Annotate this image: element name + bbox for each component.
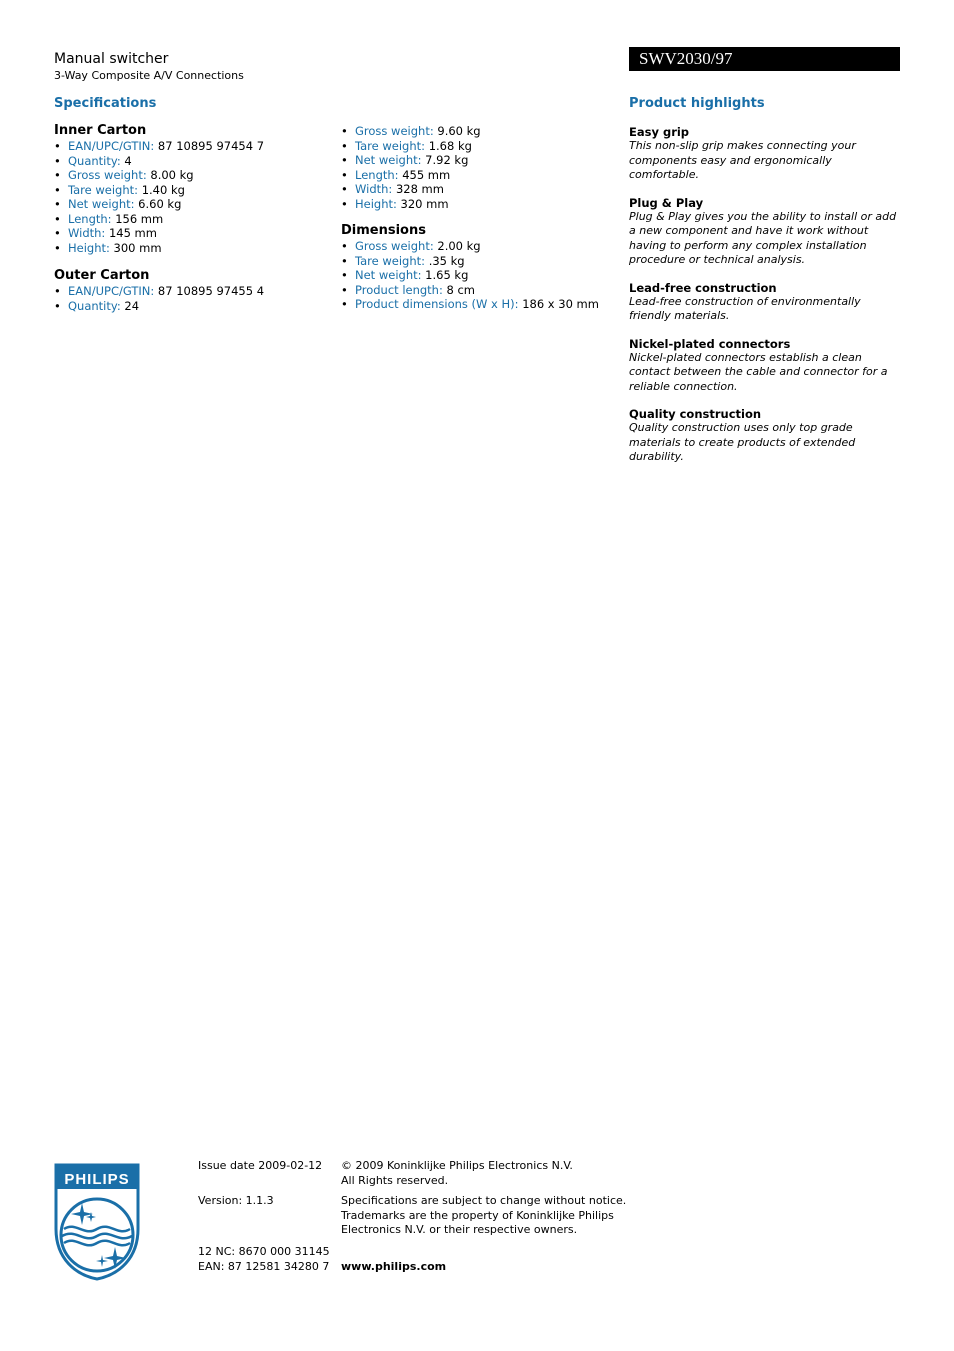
product-name: Manual switcher — [54, 51, 169, 67]
copyright-line-1: © 2009 Koninklijke Philips Electronics N.V. — [341, 1159, 573, 1172]
notice-line-1: Specifications are subject to change without notice. — [341, 1194, 627, 1207]
logo-wordmark: PHILIPS — [64, 1171, 130, 1188]
inner-carton-list — [54, 139, 324, 255]
highlight-title: Plug & Play — [629, 195, 704, 210]
spec-item: • EAN/UPC/GTIN: 87 10895 97455 4 — [54, 284, 324, 299]
highlight-title: Nickel-plated connectors — [629, 336, 791, 351]
spec-column-1 — [54, 123, 324, 313]
spec-item: • Product length: 8 cm — [341, 283, 611, 298]
product-highlights-title: Product highlights — [629, 96, 765, 111]
website-link[interactable]: www.philips.com — [341, 1260, 447, 1273]
issue-date: Issue date 2009-02-12 — [198, 1159, 323, 1172]
highlight-description: Quality construction uses only top grade materials to create products of extended durability. — [629, 421, 856, 463]
spec-item: • Net weight: 1.65 kg — [341, 268, 611, 283]
highlight-title: Quality construction — [629, 407, 762, 421]
dimensions-title: Dimensions — [341, 223, 426, 238]
spec-item: • Length: 455 mm — [341, 168, 611, 183]
spec-item: • Tare weight: 1.68 kg — [341, 139, 611, 154]
spec-item: • Net weight: 6.60 kg — [54, 197, 324, 212]
outer-carton-continued-list — [341, 124, 611, 211]
copyright-line-2: All Rights reserved. — [341, 1174, 449, 1187]
spec-column-2 — [341, 124, 611, 312]
ean-number: EAN: 87 12581 34280 7 — [198, 1260, 330, 1273]
highlight-description: This non-slip grip makes connecting your components easy and ergonomically comfortable. — [629, 139, 856, 181]
highlight-item — [629, 196, 901, 268]
highlight-item — [629, 407, 901, 465]
outer-carton-title: Outer Carton — [54, 268, 150, 283]
notice-line-2: Trademarks are the property of Koninklijke Philips — [341, 1209, 614, 1222]
spec-item: • Height: 320 mm — [341, 197, 611, 212]
nc-number: 12 NC: 8670 000 31145 — [198, 1245, 330, 1258]
spec-item: • Tare weight: 1.40 kg — [54, 183, 324, 198]
highlight-description: Nickel-plated connectors establish a clean contact between the cable and connector for a reliable connection. — [629, 350, 888, 393]
spec-item: • Product dimensions (W x H): 186 x 30 mm — [341, 297, 611, 312]
spec-item: • Gross weight: 8.00 kg — [54, 168, 324, 183]
spec-item: • Length: 156 mm — [54, 212, 324, 227]
dimensions-list — [341, 239, 611, 312]
spec-item: • Net weight: 7.92 kg — [341, 153, 611, 168]
model-number-bar: SWV2030/97 — [629, 47, 900, 71]
spec-item: • Gross weight: 2.00 kg — [341, 239, 611, 254]
spec-item: • Quantity: 4 — [54, 154, 324, 169]
spec-item: • Height: 300 mm — [54, 241, 324, 256]
version: Version: 1.1.3 — [198, 1194, 274, 1207]
spec-item: • EAN/UPC/GTIN: 87 10895 97454 7 — [54, 139, 324, 154]
highlight-item — [629, 281, 901, 324]
highlight-item — [629, 125, 901, 183]
highlights-list — [629, 125, 901, 478]
spec-item: • Tare weight: .35 kg — [341, 254, 611, 269]
philips-logo — [54, 1163, 140, 1281]
spec-item: • Quantity: 24 — [54, 299, 324, 314]
highlight-description: Plug & Play gives you the ability to install or add a new component and have it work without having to perform any complex installation procedure or technical analysis. — [629, 209, 897, 266]
spec-item: • Width: 328 mm — [341, 182, 611, 197]
specifications-title: Specifications — [54, 96, 157, 111]
spec-item: • Gross weight: 9.60 kg — [341, 124, 611, 139]
highlight-title: Easy grip — [629, 125, 690, 139]
spec-item: • Width: 145 mm — [54, 226, 324, 241]
highlight-description: Lead-free construction of environmentally friendly materials. — [629, 294, 861, 322]
highlight-item — [629, 337, 901, 395]
product-subtitle: 3-Way Composite A/V Connections — [54, 69, 244, 82]
highlight-title: Lead-free construction — [629, 280, 777, 295]
outer-carton-list — [54, 284, 324, 313]
notice-line-3: Electronics N.V. or their respective owners. — [341, 1223, 578, 1236]
inner-carton-title: Inner Carton — [54, 123, 147, 138]
